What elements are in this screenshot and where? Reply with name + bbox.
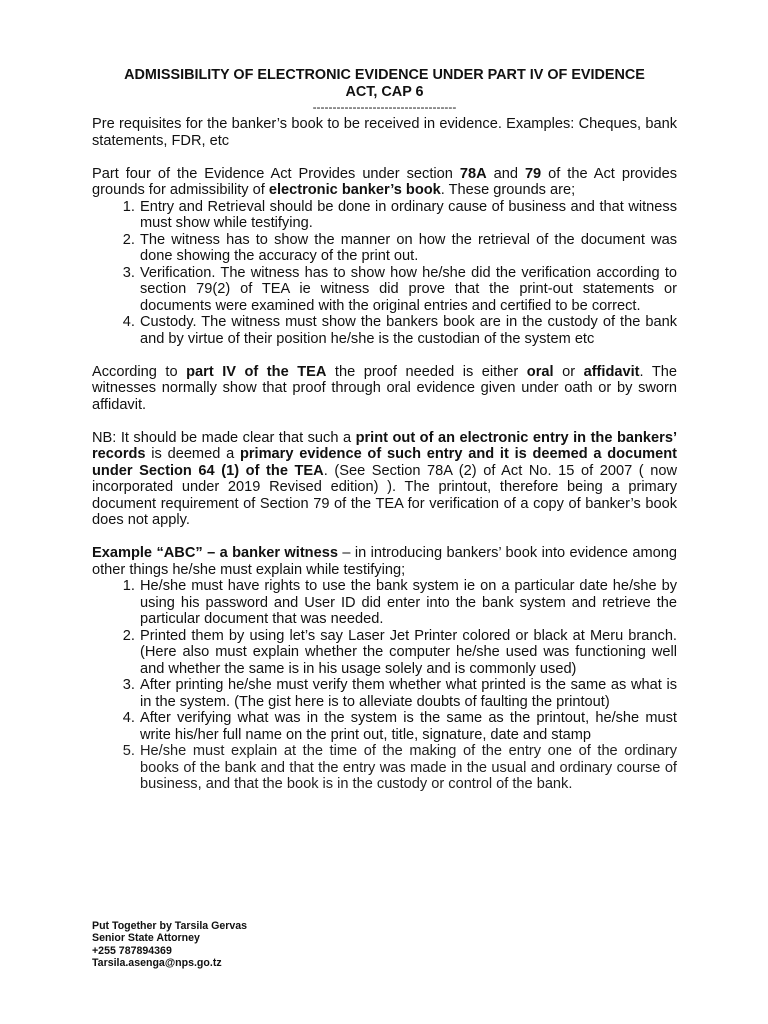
proof-paragraph [92, 364, 677, 414]
nb-paragraph [92, 430, 677, 529]
bold-span: print out of an electronic entry in the bankers’ records [92, 429, 677, 462]
bold-span: oral [526, 363, 554, 380]
author-name: Put Together by Tarsila Gervas [92, 920, 248, 932]
example-paragraph [92, 545, 677, 578]
list-item: 4. After verifying what was in the system is the same as the printout, he/she must write his/her full name on the print out, title, signature, date and stamp [139, 710, 677, 743]
bold-span: affidavit [583, 363, 640, 380]
text-span: NB: It should be made clear that such a [92, 429, 356, 446]
title-rule: ------------------------------------ [312, 100, 457, 114]
bold-span: part IV of the TEA [186, 363, 327, 380]
bold-span: primary evidence of such entry and it is deemed a document under Section 64 (1) of the TEA [92, 446, 677, 479]
bold-span: 79 [524, 165, 542, 182]
bold-span: 78A [459, 165, 487, 182]
list-item: 1. He/she must have rights to use the bank system ie on a particular date he/she by using his password and User ID did enter into the bank system and retrieve the particular document that was needed. [139, 578, 677, 628]
text-span: . (See Section 78A (2) of Act No. 15 of 2007 ( now incorporated under 2019 Revised edition) ). The printout, therefore being a primary document requirement of Section 79 of the TEA for verification of a copy of banker’s book does not apply. [92, 462, 678, 528]
text-span: and [486, 165, 525, 182]
bold-span: electronic banker’s book [268, 182, 441, 198]
text-span: . These grounds are; [440, 182, 576, 198]
spacer [92, 413, 677, 430]
text-span: – in introducing bankers’ book into evidence among other things he/she must explain while testifying; [92, 545, 677, 578]
grounds-list [92, 199, 677, 348]
list-item: 5. He/she must explain at the time of the making of the entry one of the ordinary books of the bank and that the entry was made in the usual and ordinary course of business, and that the book is in the custody or control of the bank. [139, 743, 677, 793]
text-span: of the Act provides grounds for admissibility of [92, 165, 677, 198]
text-span: Part four of the Evidence Act Provides under section [92, 165, 460, 182]
spacer [92, 149, 677, 166]
author-footer [92, 920, 247, 970]
document-title [92, 67, 677, 100]
list-item: 1. Entry and Retrieval should be done in ordinary cause of business and that witness must show while testifying. [139, 199, 677, 232]
spacer [92, 347, 677, 364]
list-item: 4. Custody. The witness must show the bankers book are in the custody of the bank and by virtue of their position he/she is the custodian of the system etc [139, 314, 677, 347]
text-span: is deemed a [145, 446, 240, 462]
list-item: 2. Printed them by using let’s say Laser Jet Printer colored or black at Meru branch. (Here also must explain whether the computer he/she used was functioning well and whether the same is in his usage solely and is commonly used) [139, 628, 677, 678]
list-item: 3. Verification. The witness has to show how he/she did the verification according to section 79(2) of TEA ie witness did prove that the print-out statements or documents were examined with the original entries and certified to be correct. [139, 265, 677, 315]
text-span: the proof needed is either [326, 363, 527, 380]
author-title: Senior State Attorney [92, 932, 200, 945]
bold-span: Example “ABC” – a banker witness [92, 545, 338, 561]
author-phone: +255 787894369 [92, 944, 172, 957]
steps-list [92, 578, 677, 793]
title-line-1: ADMISSIBILITY OF ELECTRONIC EVIDENCE UNDER PART IV OF EVIDENCE [124, 67, 645, 83]
author-email: Tarsila.asenga@nps.go.tz [92, 957, 222, 970]
text-span: According to [92, 363, 187, 380]
list-item: 3. After printing he/she must verify them whether what printed is the same as what is in the system. (The gist here is to alleviate doubts of faulting the printout) [139, 677, 677, 710]
intro-paragraph: Pre requisites for the banker’s book to be received in evidence. Examples: Cheques, bank statements, FDR, etc [92, 116, 677, 149]
section-78a-paragraph [92, 166, 677, 199]
spacer [92, 529, 677, 546]
text-span: or [553, 363, 584, 380]
list-item: 2. The witness has to show the manner on how the retrieval of the document was done showing the accuracy of the print out. [139, 232, 677, 265]
title-line-2: ACT, CAP 6 [345, 83, 424, 100]
text-span: . The witnesses normally show that proof through oral evidence given under oath or by sworn affidavit. [92, 363, 677, 413]
